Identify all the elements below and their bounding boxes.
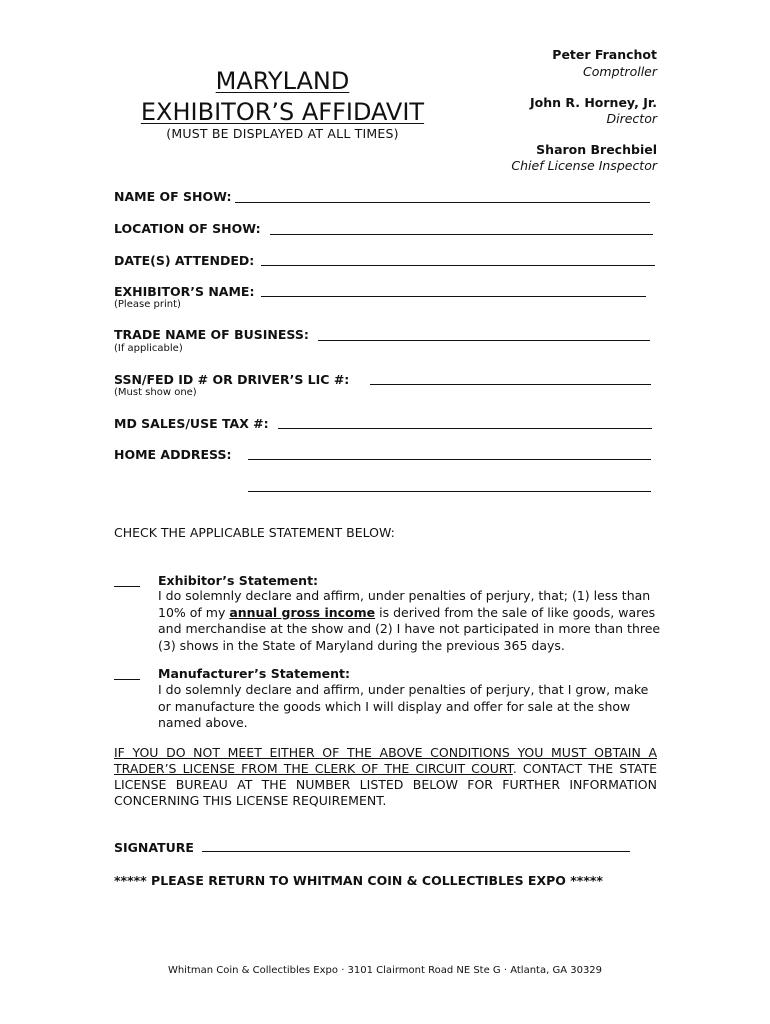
manufacturer-statement-text: I do solemnly declare and affirm, under penalties of perjury, that I grow, make or manufacture the goods which I will display and offer for sale at the show named above. [158,682,649,730]
manufacturer-statement-title: Manufacturer’s Statement: [158,666,350,681]
license-notice [114,745,657,809]
exhibitor-statement-text-part2: is derived from the sale of like goods, wares and merchandise at the show and (2) I have not participated in more than three (3) shows in the State of Maryland during the previous 365 days. [158,604,661,653]
license-notice-rest: . CONTACT THE STATE LICENSE BUREAU AT THE NUMBER LISTED BELOW FOR FURTHER INFORMATION CONCERNING THIS LICENSE REQUIREMENT. [114,761,657,808]
official-role-comptroller: Comptroller [583,64,657,79]
signature-field[interactable] [202,851,630,852]
home-address-field-line2[interactable] [248,491,651,492]
ssn-field[interactable] [370,384,651,385]
exhibitor-statement-title: Exhibitor’s Statement: [158,573,319,588]
trade-name-field[interactable] [318,340,650,341]
show-name-field[interactable] [235,202,650,203]
dates-attended-field[interactable] [261,265,655,266]
form-title-line1: MARYLAND [215,67,350,95]
home-address-label: HOME ADDRESS: [114,447,232,462]
exhibitor-statement-text-part1: I do solemnly declare and affirm, under penalties of perjury, that; (1) less than 10% of my [158,588,651,620]
trade-name-hint: (If applicable) [114,343,183,354]
return-note: ***** PLEASE RETURN TO WHITMAN COIN & COLLECTIBLES EXPO ***** [114,873,603,888]
trade-name-label: TRADE NAME OF BUSINESS: [114,327,309,342]
show-location-label: LOCATION OF SHOW: [114,221,261,236]
exhibitor-statement-text [158,588,663,654]
dates-attended-label: DATE(S) ATTENDED: [114,253,255,268]
ssn-hint: (Must show one) [114,387,197,398]
show-location-field[interactable] [270,234,653,235]
exhibitor-name-label: EXHIBITOR’S NAME: [114,284,255,299]
form-subtitle: (MUST BE DISPLAYED AT ALL TIMES) [166,126,399,141]
license-notice-underlined: IF YOU DO NOT MEET EITHER OF THE ABOVE CONDITIONS YOU MUST OBTAIN A TRADER’S LICENSE FROM THE CLERK OF THE CIRCUIT COURT [114,745,657,776]
official-name-inspector: Sharon Brechbiel [536,142,657,157]
show-name-label: NAME OF SHOW: [114,189,232,204]
exhibitor-statement-checkbox[interactable] [114,586,140,587]
sales-tax-label: MD SALES/USE TAX #: [114,416,269,431]
official-name-comptroller: Peter Franchot [552,47,657,62]
sales-tax-field[interactable] [278,428,652,429]
signature-label: SIGNATURE [114,840,194,855]
manufacturer-statement-checkbox[interactable] [114,679,140,680]
exhibitor-name-hint: (Please print) [114,299,181,310]
official-role-inspector: Chief License Inspector [511,158,657,173]
official-name-director: John R. Horney, Jr. [530,95,657,110]
footer-address: Whitman Coin & Collectibles Expo · 3101 Clairmont Road NE Ste G · Atlanta, GA 30329 [167,965,603,976]
annual-gross-income-emphasis: annual gross income [229,604,376,620]
form-title-line2: EXHIBITOR’S AFFIDAVIT [140,98,425,126]
exhibitor-name-field[interactable] [261,296,646,297]
home-address-field-line1[interactable] [248,459,651,460]
check-instruction: CHECK THE APPLICABLE STATEMENT BELOW: [114,525,395,540]
ssn-label: SSN/FED ID # OR DRIVER’S LIC #: [114,372,350,387]
official-role-director: Director [606,111,657,126]
